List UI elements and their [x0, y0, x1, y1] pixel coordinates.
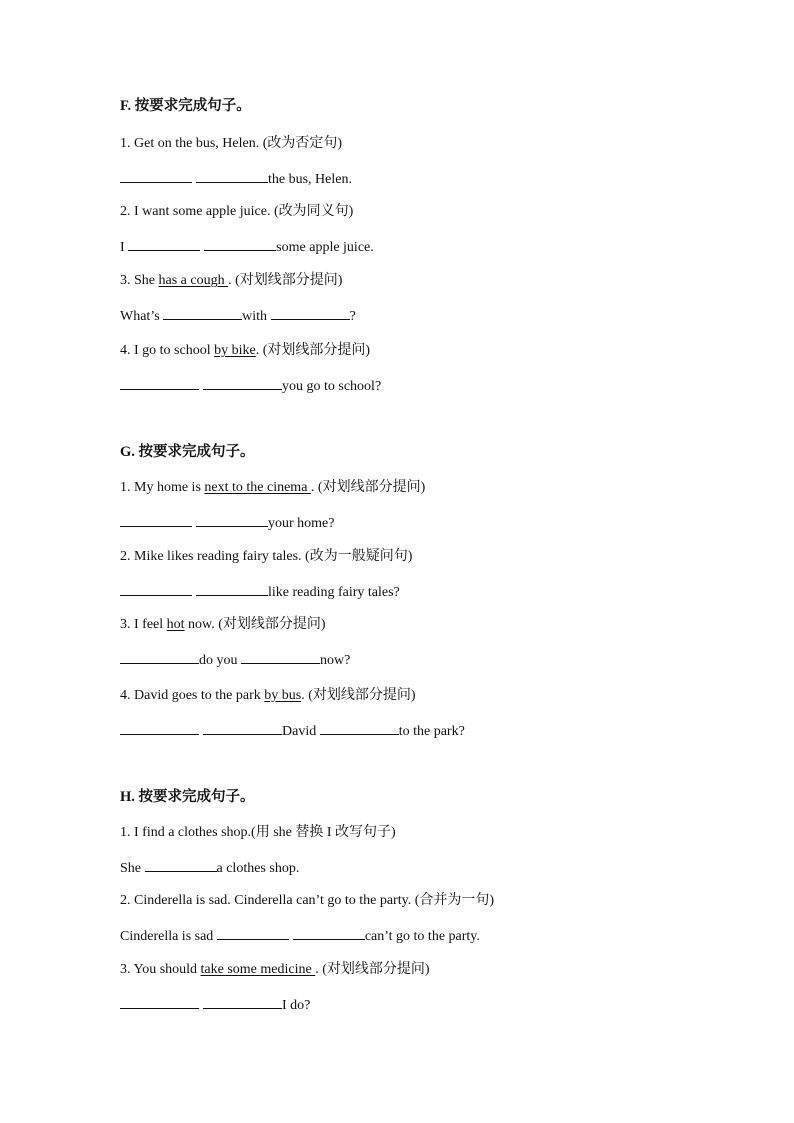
- section-h-question-3: [120, 961, 430, 979]
- answer-blank[interactable]: [293, 927, 365, 940]
- answer-text: some apple juice.: [276, 240, 374, 255]
- answer-blank[interactable]: [163, 307, 242, 320]
- answer-blank[interactable]: [320, 722, 399, 735]
- answer-blank[interactable]: [120, 583, 192, 596]
- answer-blank[interactable]: [241, 651, 320, 664]
- answer-blank[interactable]: [120, 996, 199, 1009]
- answer-text: She: [120, 861, 141, 876]
- section-g-question-2: 2. Mike likes reading fairy tales. (改为一般疑问句): [120, 549, 413, 564]
- answer-blank[interactable]: [196, 583, 268, 596]
- section-f-answer-2: [120, 238, 374, 257]
- question-text: 4. I go to school: [120, 343, 215, 358]
- section-f-question-1: 1. Get on the bus, Helen. (改为否定句): [120, 136, 343, 151]
- section-f-question-4: [120, 342, 370, 360]
- answer-blank[interactable]: [120, 170, 192, 183]
- answer-text: What’s: [120, 309, 160, 324]
- answer-blank[interactable]: [120, 651, 199, 664]
- answer-text: can’t go to the party.: [364, 929, 480, 944]
- underlined-phrase: next to the cinema: [204, 480, 311, 495]
- section-g-heading: G. 按要求完成句子。: [120, 444, 255, 460]
- answer-text: I do?: [282, 998, 311, 1013]
- answer-text: you go to school?: [282, 379, 382, 394]
- answer-text: a clothes shop.: [216, 861, 300, 876]
- section-g-answer-3: [120, 651, 350, 670]
- question-text: 3. She: [120, 273, 159, 288]
- underlined-phrase: by bike: [214, 343, 256, 358]
- section-f-heading: F. 按要求完成句子。: [120, 98, 251, 114]
- answer-blank[interactable]: [203, 377, 282, 390]
- answer-text: I: [120, 240, 125, 255]
- underlined-phrase: has a cough: [158, 273, 229, 288]
- section-f-answer-1: [120, 170, 352, 189]
- answer-blank[interactable]: [120, 514, 192, 527]
- question-text: 3. I feel: [120, 617, 167, 632]
- answer-text: now?: [320, 653, 351, 668]
- answer-blank[interactable]: [128, 238, 200, 251]
- answer-text: Cinderella is sad: [120, 929, 214, 944]
- answer-blank[interactable]: [217, 927, 289, 940]
- answer-blank[interactable]: [120, 722, 199, 735]
- section-f-answer-3: [120, 307, 356, 326]
- question-instruction: . (对划线部分提问): [255, 343, 371, 358]
- section-g-question-1: [120, 479, 425, 497]
- section-h-heading: H. 按要求完成句子。: [120, 789, 255, 805]
- answer-blank[interactable]: [196, 514, 268, 527]
- section-g-question-4: [120, 687, 416, 705]
- underlined-phrase: by bus: [264, 688, 302, 703]
- underlined-phrase: hot: [166, 617, 185, 632]
- question-text: 4. David goes to the park: [120, 688, 265, 703]
- answer-blank[interactable]: [203, 996, 282, 1009]
- section-f-answer-4: [120, 377, 381, 396]
- question-instruction: . (对划线部分提问): [301, 688, 416, 703]
- answer-text: do you: [199, 653, 238, 668]
- answer-text: David: [282, 724, 317, 739]
- section-h-answer-1: [120, 859, 299, 878]
- answer-text: like reading fairy tales?: [268, 585, 400, 600]
- answer-text: your home?: [268, 516, 335, 531]
- answer-blank[interactable]: [203, 722, 282, 735]
- question-instruction: now. (对划线部分提问): [184, 617, 326, 632]
- section-h-answer-2: [120, 927, 480, 946]
- section-f-question-3: [120, 272, 342, 290]
- answer-blank[interactable]: [271, 307, 350, 320]
- answer-text: the bus, Helen.: [268, 172, 352, 187]
- question-instruction: . (对划线部分提问): [228, 273, 343, 288]
- section-h-question-1: 1. I find a clothes shop.(用 she 替换 I 改写句子): [120, 825, 396, 840]
- answer-blank[interactable]: [196, 170, 268, 183]
- section-g-answer-4: [120, 722, 465, 741]
- question-instruction: . (对划线部分提问): [310, 480, 426, 495]
- answer-blank[interactable]: [145, 859, 217, 872]
- question-instruction: . (对划线部分提问): [315, 962, 430, 977]
- answer-blank[interactable]: [204, 238, 276, 251]
- section-g-question-3: [120, 616, 326, 634]
- question-text: 1. My home is: [120, 480, 205, 495]
- answer-blank[interactable]: [120, 377, 199, 390]
- answer-text: ?: [349, 309, 356, 324]
- section-h-question-2: 2. Cinderella is sad. Cinderella can’t go to the party. (合并为一句): [120, 893, 495, 908]
- answer-text: to the park?: [398, 724, 465, 739]
- section-g-answer-1: [120, 514, 334, 533]
- underlined-phrase: take some medicine: [200, 962, 316, 977]
- section-f-question-2: 2. I want some apple juice. (改为同义句): [120, 204, 354, 219]
- section-h-answer-3: [120, 996, 310, 1015]
- answer-text: with: [242, 309, 268, 324]
- question-text: 3. You should: [120, 962, 201, 977]
- section-g-answer-2: [120, 583, 400, 602]
